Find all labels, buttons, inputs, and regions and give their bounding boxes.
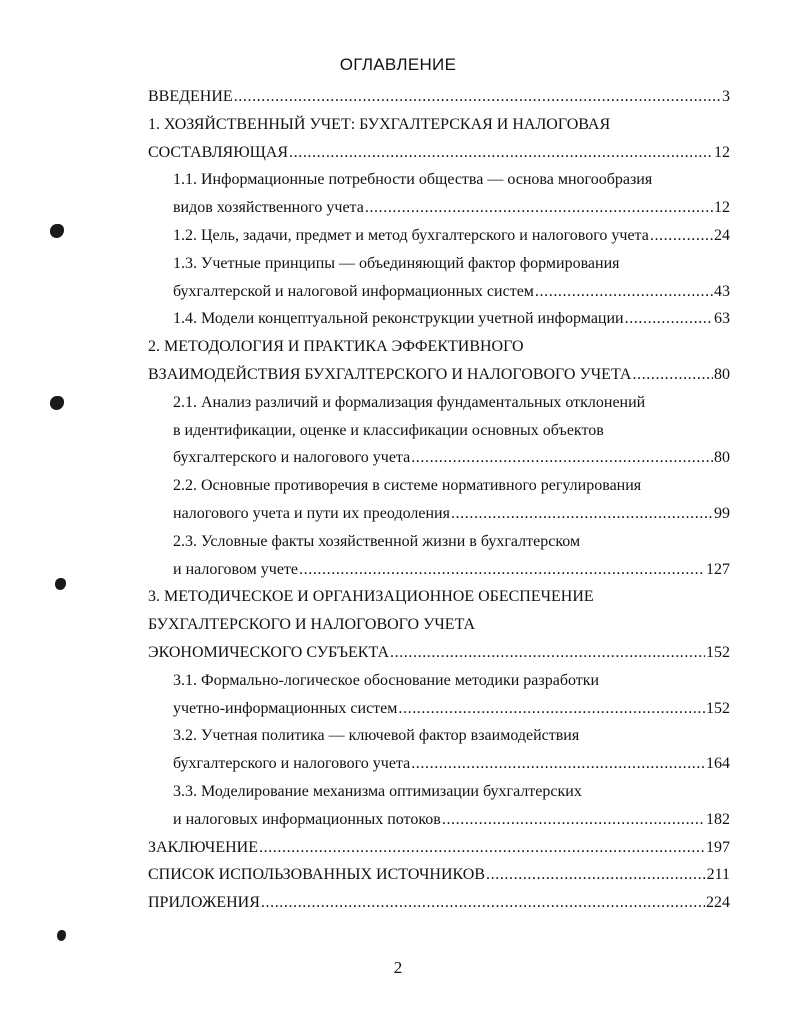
toc-subentry-line — [148, 806, 730, 834]
toc-title: ОГЛАВЛЕНИЕ — [339, 55, 457, 74]
toc-entry-text: бухгалтерского и налогового учета — [173, 449, 411, 467]
toc-entry-text: ВВЕДЕНИЕ — [148, 88, 233, 105]
toc-entry-text: 2. МЕТОДОЛОГИЯ И ПРАКТИКА ЭФФЕКТИВНОГО — [148, 338, 524, 356]
toc-subentry-line — [148, 166, 730, 194]
toc-entry-line — [148, 583, 730, 611]
toc-entry-line — [148, 639, 730, 667]
toc-subentry-line — [148, 750, 730, 778]
toc-page-number: 164 — [706, 755, 730, 773]
toc-dot-leader — [625, 305, 713, 333]
toc-entry-text: СОСТАВЛЯЮЩАЯ — [148, 143, 289, 161]
toc-page-number: 24 — [714, 226, 730, 244]
toc-dot-leader — [411, 750, 705, 778]
punch-hole-mark — [57, 930, 66, 941]
punch-hole-mark — [50, 224, 64, 238]
toc-entry-text: 1.3. Учетные принципы — объединяющий фактор формирования — [173, 254, 620, 272]
toc-entry-text: видов хозяйственного учета — [173, 199, 364, 217]
toc-subentry-line — [148, 528, 730, 556]
toc-entry-text: в идентификации, оценке и классификации основных объектов — [173, 421, 604, 439]
toc-entry-text: бухгалтерской и налоговой информационных систем — [173, 282, 534, 300]
punch-hole-mark — [50, 396, 64, 410]
toc-page-number: 63 — [714, 310, 730, 328]
toc-entry-line — [148, 111, 730, 139]
toc-page-number: 80 — [714, 449, 730, 467]
toc-dot-leader — [411, 444, 713, 472]
toc-entry-line — [148, 83, 730, 111]
toc-subentry-line — [148, 778, 730, 806]
toc-entry-text: 3.3. Моделирование механизма оптимизации бухгалтерских — [173, 782, 582, 800]
toc-subentry-line — [148, 222, 730, 250]
toc-page-number: 211 — [706, 866, 730, 884]
toc-entry-text: 1.4. Модели концептуальной реконструкции учетной информации — [173, 310, 624, 328]
toc-page-number: 127 — [706, 560, 730, 578]
page-number: 2 — [393, 958, 403, 977]
toc-page-number: 152 — [706, 699, 730, 717]
toc-subentry-line — [148, 194, 730, 222]
toc-page-number: 182 — [706, 810, 730, 828]
toc-entry-text: учетно-информационных систем — [173, 699, 398, 717]
toc-entry-text: налогового учета и пути их преодоления — [173, 504, 450, 522]
toc-entry-text: 3. МЕТОДИЧЕСКОЕ И ОРГАНИЗАЦИОННОЕ ОБЕСПЕЧЕНИЕ — [148, 588, 594, 606]
toc-dot-leader — [365, 194, 713, 222]
toc-page-number: 43 — [714, 282, 730, 300]
toc-entry-line — [148, 611, 730, 639]
toc-entry-text: ВЗАИМОДЕЙСТВИЯ БУХГАЛТЕРСКОГО И НАЛОГОВОГО УЧЕТА — [148, 365, 632, 383]
toc-subentry-line — [148, 250, 730, 278]
toc-page-number: 12 — [714, 143, 730, 161]
toc-dot-leader — [289, 139, 713, 167]
toc-entry-text: 2.2. Основные противоречия в системе нормативного регулирования — [173, 477, 642, 495]
toc-subentry-line — [148, 556, 730, 584]
toc-entry-line — [148, 361, 730, 389]
toc-dot-leader — [451, 500, 713, 528]
toc-entry-text: 2.3. Условные факты хозяйственной жизни в бухгалтерском — [173, 532, 581, 550]
toc-subentry-line — [148, 695, 730, 723]
toc-entry-text: 1.2. Цель, задачи, предмет и метод бухгалтерского и налогового учета — [173, 226, 649, 244]
toc-entry-text: 1. ХОЗЯЙСТВЕННЫЙ УЧЕТ: БУХГАЛТЕРСКАЯ И НАЛОГОВАЯ — [148, 115, 611, 133]
toc-dot-leader — [259, 834, 705, 862]
toc-subentry-line — [148, 472, 730, 500]
toc-subentry-line — [148, 389, 730, 417]
toc-entry-text: 2.1. Анализ различий и формализация фундаментальных отклонений — [173, 393, 646, 411]
toc-entry-line — [148, 889, 730, 917]
toc-subentry-line — [148, 722, 730, 750]
toc-entry-text: ПРИЛОЖЕНИЯ — [148, 894, 260, 912]
toc-entry-text: ЗАКЛЮЧЕНИЕ — [148, 838, 258, 856]
toc-dot-leader — [486, 861, 706, 889]
toc-dot-leader — [234, 83, 721, 111]
toc-subentry-line — [148, 278, 730, 306]
toc-page-number: 152 — [706, 643, 730, 661]
toc-entry-text: БУХГАЛТЕРСКОГО И НАЛОГОВОГО УЧЕТА — [148, 616, 476, 634]
toc-entry-text: 1.1. Информационные потребности общества — основа многообразия — [173, 171, 653, 189]
toc-dot-leader — [535, 278, 713, 306]
toc-page-number: 224 — [706, 894, 730, 912]
toc-entry-text: ЭКОНОМИЧЕСКОГО СУБЪЕКТА — [148, 643, 389, 661]
toc-entry-text: 3.1. Формально-логическое обоснование методики разработки — [173, 671, 600, 689]
toc-dot-leader — [650, 222, 713, 250]
toc-subentry-line — [148, 417, 730, 445]
toc-dot-leader — [299, 556, 705, 584]
toc-entry-line — [148, 333, 730, 361]
toc-entry-line — [148, 139, 730, 167]
toc-entry-text: и налоговом учете — [173, 560, 299, 578]
toc-subentry-line — [148, 500, 730, 528]
toc-entry-text: 3.2. Учетная политика — ключевой фактор взаимодействия — [173, 727, 580, 745]
toc-subentry-line — [148, 444, 730, 472]
toc-dot-leader — [632, 361, 713, 389]
toc-page-number: 99 — [714, 504, 730, 522]
toc-entry-text: бухгалтерского и налогового учета — [173, 755, 411, 773]
toc-subentry-line — [148, 305, 730, 333]
toc-dot-leader — [261, 889, 705, 917]
toc-page-number: 12 — [714, 199, 730, 217]
toc-page-number: 80 — [714, 365, 730, 383]
punch-hole-mark — [55, 578, 66, 590]
toc-dot-leader — [398, 695, 705, 723]
toc-dot-leader — [390, 639, 705, 667]
toc-entry-text: СПИСОК ИСПОЛЬЗОВАННЫХ ИСТОЧНИКОВ — [148, 866, 486, 884]
toc-dot-leader — [442, 806, 705, 834]
toc-entry-text: и налоговых информационных потоков — [173, 810, 441, 828]
table-of-contents — [148, 83, 730, 917]
toc-subentry-line — [148, 667, 730, 695]
toc-page-number: 197 — [706, 838, 730, 856]
toc-entry-line — [148, 834, 730, 862]
toc-entry-line — [148, 861, 730, 889]
toc-page-number: 3 — [722, 88, 730, 105]
